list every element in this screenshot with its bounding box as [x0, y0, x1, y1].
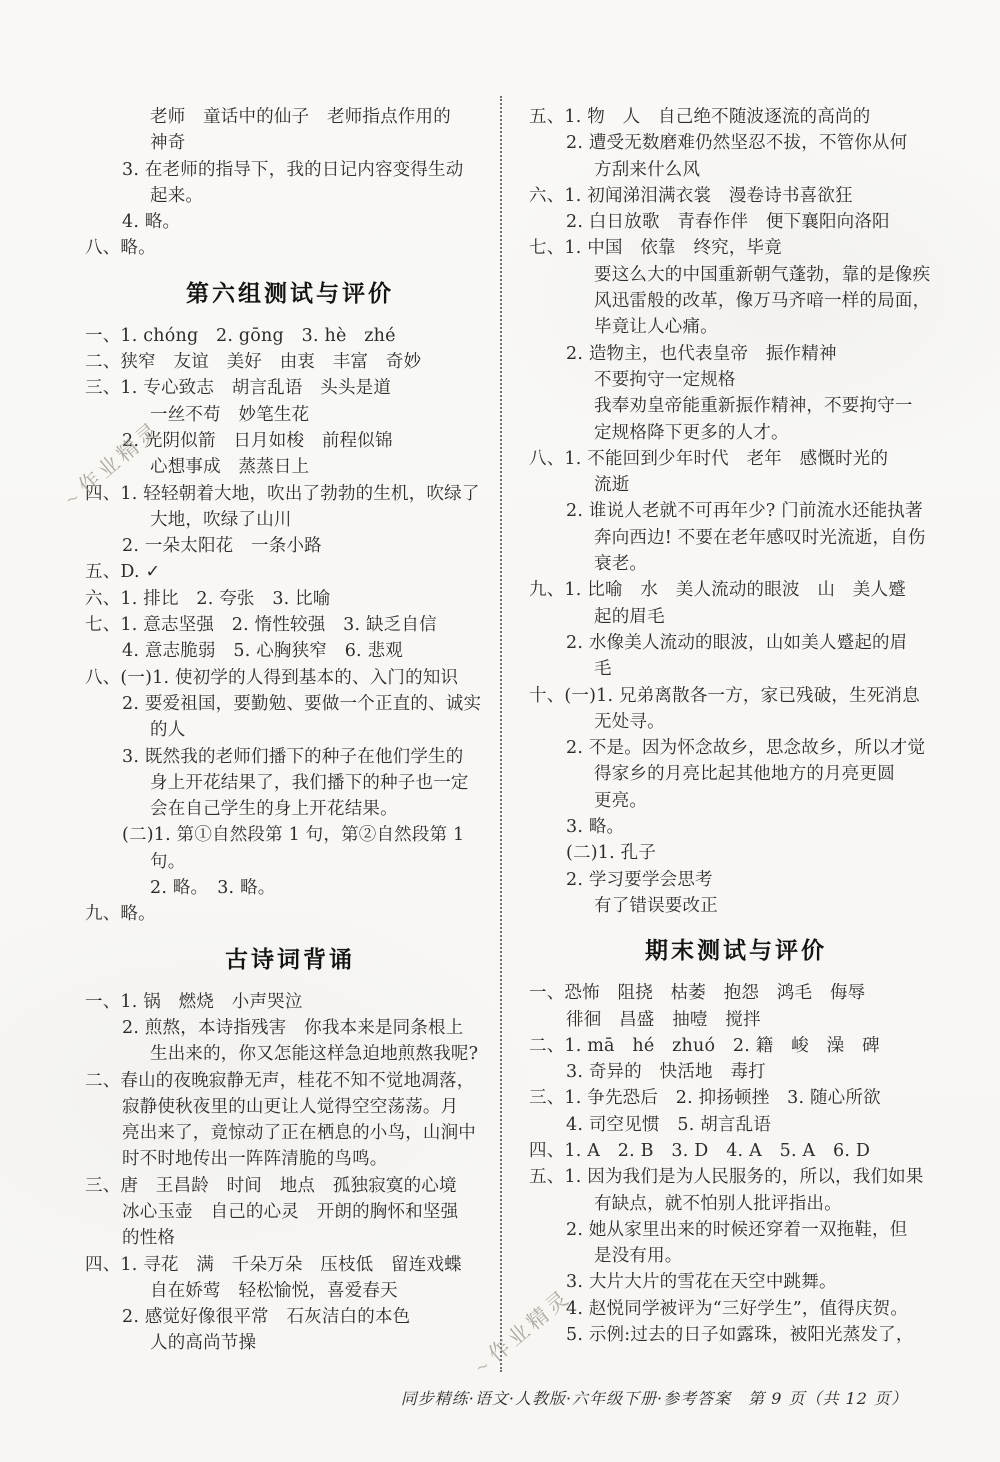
answer-line: 四、1. A 2. B 3. D 4. A 5. A 6. D	[529, 1140, 871, 1161]
answer-line: 2. 略。 3. 略。	[150, 878, 276, 899]
answer-line: 寂静使秋夜里的山更让人觉得空空荡荡。月	[122, 1096, 459, 1117]
answer-line: 二、狭窄 友谊 美好 由衷 丰富 奇妙	[85, 352, 422, 373]
answer-line: 老师 童话中的仙子 老师指点作用的	[150, 107, 451, 127]
answer-line: 五、D. ✓	[85, 562, 161, 583]
answer-line: 2. 遭受无数磨难仍然坚忍不拔，不管你从何	[566, 133, 908, 154]
answer-line: 起的眉毛	[594, 606, 665, 627]
answer-line: 徘徊 昌盛 抽噎 搅拌	[566, 1009, 761, 1030]
answer-line: 流逝	[594, 475, 630, 496]
answer-line: 九、1. 比喻 水 美人流动的眼波 山 美人蹙	[529, 580, 906, 601]
answer-line: 不要拘守一定规格	[594, 369, 736, 390]
answer-line: 八、略。	[85, 238, 156, 259]
answer-line: 4. 意志脆弱 5. 心胸狭窄 6. 悲观	[122, 641, 403, 662]
section-title: 古诗词背诵	[225, 946, 355, 973]
answer-line: 六、1. 排比 2. 夸张 3. 比喻	[85, 588, 331, 609]
answer-line: 人的高尚节操	[150, 1333, 257, 1354]
answer-line: 冰心玉壶 自己的心灵 开朗的胸怀和坚强	[122, 1201, 459, 1222]
answer-line: 奔向西边! 不要在老年感叹时光流逝，自伤	[594, 527, 926, 548]
answer-line: 无处寻。	[594, 711, 665, 732]
answer-line: 是没有用。	[594, 1246, 683, 1267]
answer-line: 六、1. 初闻涕泪满衣裳 漫卷诗书喜欲狂	[529, 185, 853, 206]
answer-line: 4. 赵悦同学被评为“三好学生”，值得庆贺。	[566, 1298, 909, 1319]
answer-line: 二、1. mā hé zhuó 2. 籍 峻 澡 碑	[529, 1035, 880, 1056]
answer-line: 会在自己学生的身上开花结果。	[150, 799, 398, 820]
answer-line: 4. 司空见惯 5. 胡言乱语	[566, 1114, 772, 1135]
answer-line: 方刮来什么风	[594, 159, 701, 180]
answer-line: 得家乡的月亮比起其他地方的月亮更圆	[594, 764, 895, 785]
answer-line: 一、1. 锅 燃烧 小声哭泣	[85, 991, 303, 1012]
answer-line: 二、春山的夜晚寂静无声，桂花不知不觉地凋落，	[85, 1070, 475, 1091]
answer-line: 3. 奇异的 快活地 毒打	[566, 1062, 766, 1083]
watermark-zuoyejingling: ~ 作业精灵	[466, 1281, 577, 1381]
answer-line: 的性格	[122, 1228, 176, 1249]
answer-line: 2. 要爱祖国，要勤勉、要做一个正直的、诚实	[122, 693, 482, 714]
answer-line: 4. 略。	[122, 212, 181, 233]
answer-line: 2. 她从家里出来的时候还穿着一双拖鞋，但	[566, 1219, 908, 1240]
answer-line: 大地，吹绿了山川	[150, 509, 292, 530]
page-footer: 同步精练·语文·人教版·六年级下册·参考答案 第 9 页（共 12 页）	[400, 1389, 908, 1408]
section-title: 期末测试与评价	[645, 938, 827, 965]
left-column	[85, 104, 495, 1357]
answer-line: 2. 造物主，也代表皇帝 振作精神	[566, 343, 837, 364]
answer-line: 七、1. 中国 依靠 终究，毕竟	[529, 238, 782, 259]
answer-line: 十、(一)1. 兄弟离散各一方，家已残破，生死消息	[529, 685, 920, 706]
answer-line: 身上开花结果了，我们播下的种子也一定	[150, 772, 469, 793]
answer-line: 2. 煎熬，本诗指残害 你我本来是同条根上	[122, 1017, 464, 1038]
answer-line: 起来。	[150, 185, 204, 206]
answer-line: 2. 不是。因为怀念故乡，思念故乡，所以才觉	[566, 738, 926, 759]
answer-line: 三、唐 王昌龄 时间 地点 孤独寂寞的心境	[85, 1175, 457, 1196]
answer-line: 自在娇莺 轻松愉悦，喜爱春天	[150, 1280, 398, 1301]
section-title: 第六组测试与评价	[186, 280, 394, 307]
answer-line: 一、1. chóng 2. gōng 3. hè zhé	[85, 325, 396, 346]
right-column	[529, 104, 943, 1348]
answer-line: 风迅雷般的改革，像万马齐喑一样的局面，	[594, 291, 931, 312]
answer-line: 神奇	[150, 133, 186, 154]
answer-line: 九、略。	[85, 904, 156, 925]
answer-line: 句。	[150, 851, 186, 872]
answer-line: 的人	[150, 720, 186, 741]
answer-line: 2. 白日放歌 青春作伴 便下襄阳向洛阳	[566, 212, 890, 233]
answer-line: 五、1. 物 人 自己绝不随波逐流的高尚的	[529, 107, 871, 127]
answer-line: 八、1. 不能回到少年时代 老年 感慨时光的	[529, 448, 889, 469]
answer-line: 毛	[594, 659, 612, 680]
answer-line: 要这么大的中国重新朝气蓬勃，靠的是像疾	[594, 264, 931, 285]
answer-line: 一、恐怖 阻挠 枯萎 抱怨 鸿毛 侮辱	[529, 983, 866, 1004]
answer-line: 四、1. 寻花 满 千朵万朵 压枝低 留连戏蝶	[85, 1254, 462, 1275]
answer-line: 三、1. 争先恐后 2. 抑扬顿挫 3. 随心所欲	[529, 1088, 881, 1109]
answer-line: 3. 略。	[566, 817, 625, 838]
answer-line: 有了错误要改正	[594, 895, 718, 916]
answer-line: 心想事成 蒸蒸日上	[150, 457, 310, 478]
answer-line: 衰老。	[594, 554, 648, 575]
answer-line: 一丝不苟 妙笔生花	[150, 404, 310, 425]
answer-line: 2. 学习要学会思考	[566, 869, 713, 890]
answer-line: 2. 光阴似箭 日月如梭 前程似锦	[122, 430, 393, 451]
column-divider	[500, 96, 502, 1372]
answer-line: 三、1. 专心致志 胡言乱语 头头是道	[85, 378, 392, 399]
answer-line: 2. 感觉好像很平常 石灰洁白的本色	[122, 1307, 411, 1328]
answer-line: 2. 水像美人流动的眼波，山如美人蹙起的眉	[566, 632, 908, 653]
answer-line: 八、(一)1. 使初学的人得到基本的、入门的知识	[85, 667, 459, 688]
answer-line: (二)1. 第①自然段第 1 句，第②自然段第 1	[122, 825, 465, 846]
answer-line: 2. 一朵太阳花 一条小路	[122, 536, 322, 557]
answer-line: 亮出来了，竟惊动了正在栖息的小鸟，山涧中	[122, 1123, 476, 1144]
answer-line: 生出来的，你又怎能这样急迫地煎熬我呢?	[150, 1044, 479, 1065]
answer-line: (二)1. 孔子	[566, 843, 657, 864]
answer-line: 有缺点，就不怕别人批评指出。	[594, 1193, 842, 1214]
answer-line: 3. 在老师的指导下，我的日记内容变得生动	[122, 159, 464, 180]
answer-line: 四、1. 轻轻朝着大地，吹出了勃勃的生机，吹绿了	[85, 483, 480, 504]
answer-line: 2. 谁说人老就不可再年少? 门前流水还能执著	[566, 501, 923, 522]
answer-line: 定规格降下更多的人才。	[594, 422, 789, 443]
answer-line: 毕竟让人心痛。	[594, 317, 718, 338]
answer-line: 我奉劝皇帝能重新振作精神，不要拘守一	[594, 396, 913, 417]
answer-line: 五、1. 因为我们是为人民服务的，所以，我们如果	[529, 1167, 924, 1188]
answer-line: 3. 既然我的老师们播下的种子在他们学生的	[122, 746, 464, 767]
answer-line: 更亮。	[594, 790, 648, 811]
answer-line: 时不时地传出一阵阵清脆的鸟鸣。	[122, 1149, 388, 1170]
answer-line: 3. 大片大片的雪花在天空中跳舞。	[566, 1272, 837, 1293]
answer-line: 5. 示例:过去的日子如露珠，被阳光蒸发了，	[566, 1325, 914, 1346]
watermark-zuoyejingling: ~ 作业精灵	[56, 413, 167, 513]
answer-line: 七、1. 意志坚强 2. 惰性较强 3. 缺乏自信	[85, 615, 437, 636]
